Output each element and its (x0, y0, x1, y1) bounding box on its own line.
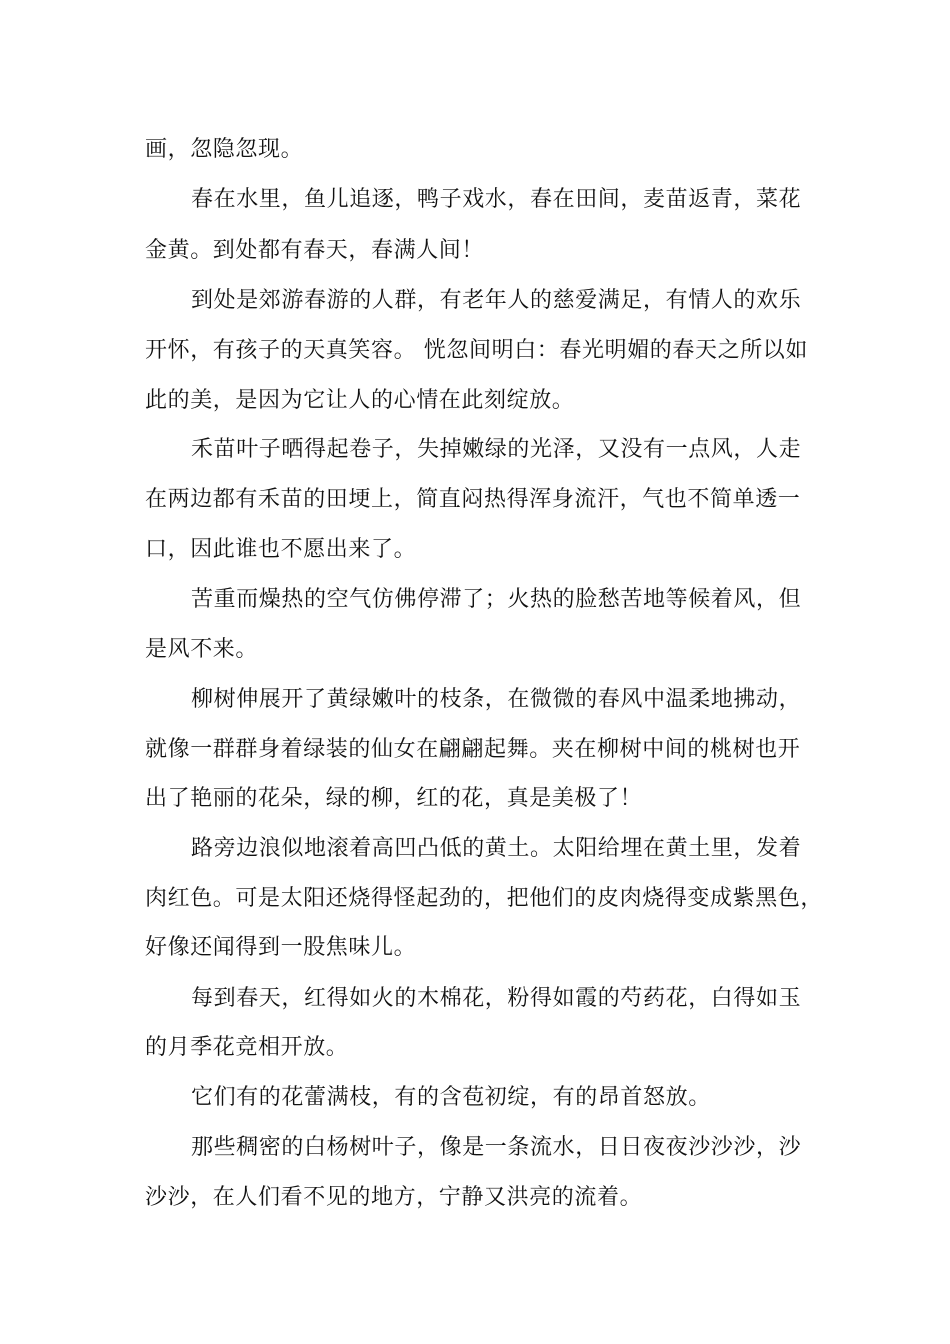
text-line: 好像还闻得到一股焦味儿。 (145, 935, 417, 960)
text-line: 在两边都有禾苗的田埂上，简直闷热得浑身流汗，气也不简单透一 (145, 487, 801, 512)
text-line: 口，因此谁也不愿出来了。 (145, 537, 417, 562)
text-line: 金黄。到处都有春天，春满人间！ (145, 238, 485, 263)
text-line: 画，忽隐忽现。 (145, 137, 304, 162)
text-line: 出了艳丽的花朵，绿的柳，红的花，真是美极了！ (145, 786, 643, 811)
text-line: 每到春天，红得如火的木棉花，粉得如霞的芍药花，白得如玉 (191, 986, 802, 1011)
text-line: 此的美，是因为它让人的心情在此刻绽放。 (145, 388, 575, 413)
text-line: 禾苗叶子晒得起卷子，失掉嫩绿的光泽，又没有一点风，人走 (191, 437, 802, 462)
text-line: 它们有的花蕾满枝，有的含苞初绽，有的昂首怒放。 (191, 1085, 711, 1110)
text-line: 沙沙，在人们看不见的地方，宁静又洪亮的流着。 (145, 1185, 643, 1210)
text-line: 柳树伸展开了黄绿嫩叶的枝条，在微微的春风中温柔地拂动， (191, 687, 802, 712)
text-line: 苦重而燥热的空气仿佛停滞了；火热的脸愁苦地等候着风，但 (191, 587, 802, 612)
text-line: 肉红色。可是太阳还烧得怪起劲的，把他们的皮肉烧得变成紫黑色， (145, 886, 824, 911)
text-line: 就像一群群身着绿装的仙女在翩翩起舞。夹在柳树中间的桃树也开 (145, 737, 801, 762)
text-line: 到处是郊游春游的人群，有老年人的慈爱满足，有情人的欢乐 (191, 288, 802, 313)
text-line: 是风不来。 (145, 637, 259, 662)
text-line: 那些稠密的白杨树叶子，像是一条流水，日日夜夜沙沙沙，沙 (191, 1135, 802, 1160)
text-line: 路旁边浪似地滚着高凹凸低的黄土。太阳给埋在黄土里，发着 (191, 836, 802, 861)
text-line: 的月季花竞相开放。 (145, 1035, 349, 1060)
text-line: 开怀，有孩子的天真笑容。 恍忽间明白：春光明媚的春天之所以如 (145, 338, 808, 363)
text-line: 春在水里，鱼儿追逐，鸭子戏水，春在田间，麦苗返青，菜花 (191, 187, 802, 212)
